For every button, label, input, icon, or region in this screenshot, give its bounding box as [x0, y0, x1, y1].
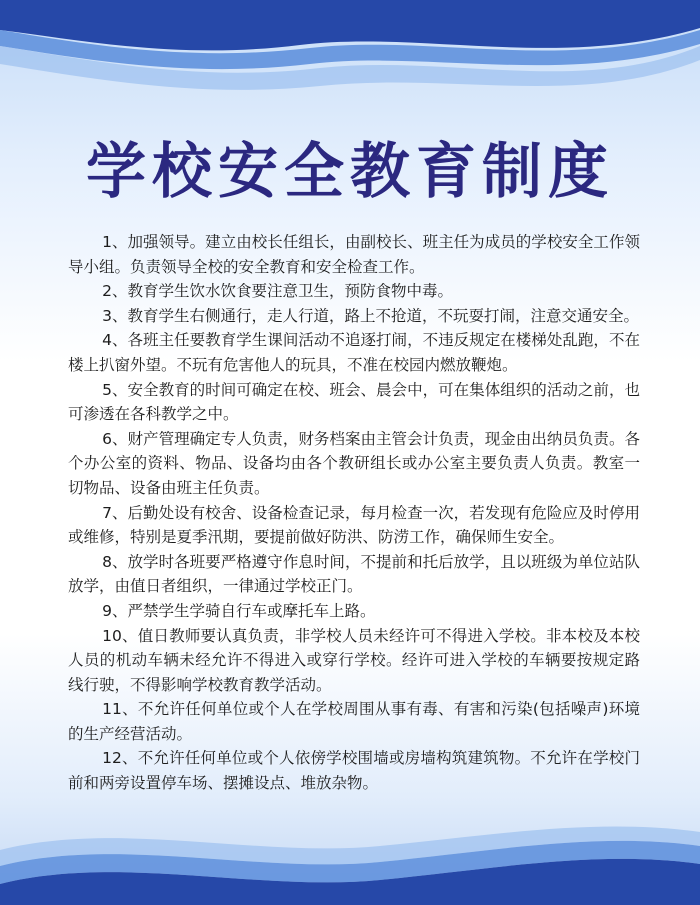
regulation-list — [68, 230, 640, 796]
regulation-item-6: 6、财产管理确定专人负责，财务档案由主管会计负责，现金由出纳员负责。各个办公室的资料、物品、设备均由各个教研组长或办公室主要负责人负责。教室一切物品、设备由班主任负责。 — [68, 429, 640, 497]
regulation-item-4: 4、各班主任要教育学生课间活动不追逐打闹，不违反规定在楼梯处乱跑，不在楼上扒窗外望。不玩有危害他人的玩具，不准在校园内燃放鞭炮。 — [68, 331, 640, 374]
regulation-item-9: 9、严禁学生学骑自行车或摩托车上路。 — [102, 601, 376, 620]
regulation-item-7: 7、后勤处设有校舍、设备检查记录，每月检查一次，若发现有危险应及时停用或维修，特别是夏季汛期，要提前做好防洪、防涝工作，确保师生安全。 — [68, 503, 640, 547]
page-title: 学校安全教育制度 — [86, 137, 614, 207]
bottom-wave-decoration — [0, 810, 700, 905]
regulation-item-2: 2、教育学生饮水饮食要注意卫生，预防食物中毒。 — [102, 282, 453, 301]
regulation-item-1: 1、加强领导。建立由校长任组长，由副校长、班主任为成员的学校安全工作领导小组。负责领导全校的安全教育和安全检查工作。 — [68, 233, 640, 276]
regulation-item-12: 12、不允许任何单位或个人依傍学校围墙或房墙构筑建筑物。不允许在学校门前和两旁设置停车场、摆摊设点、堆放杂物。 — [68, 749, 640, 793]
regulation-item-10: 10、值日教师要认真负责，非学校人员未经许可不得进入学校。非本校及本校人员的机动车辆未经允许不得进入或穿行学校。经许可进入学校的车辆要按规定路线行驶，不得影响学校教育教学活动。 — [68, 626, 640, 694]
regulation-item-3: 3、教育学生右侧通行，走人行道，路上不抢道，不玩耍打闹，注意交通安全。 — [102, 306, 639, 325]
regulation-item-5: 5、安全教育的时间可确定在校、班会、晨会中，可在集体组织的活动之前，也可渗透在各科教学之中。 — [68, 380, 640, 424]
top-wave-decoration — [0, 0, 700, 130]
regulation-item-8: 8、放学时各班要严格遵守作息时间，不提前和托后放学，且以班级为单位站队放学，由值日者组织，一律通过学校正门。 — [68, 552, 640, 596]
regulation-item-11: 11、不允许任何单位或个人在学校周围从事有毒、有害和污染(包括噪声)环境的生产经营活动。 — [68, 700, 640, 743]
